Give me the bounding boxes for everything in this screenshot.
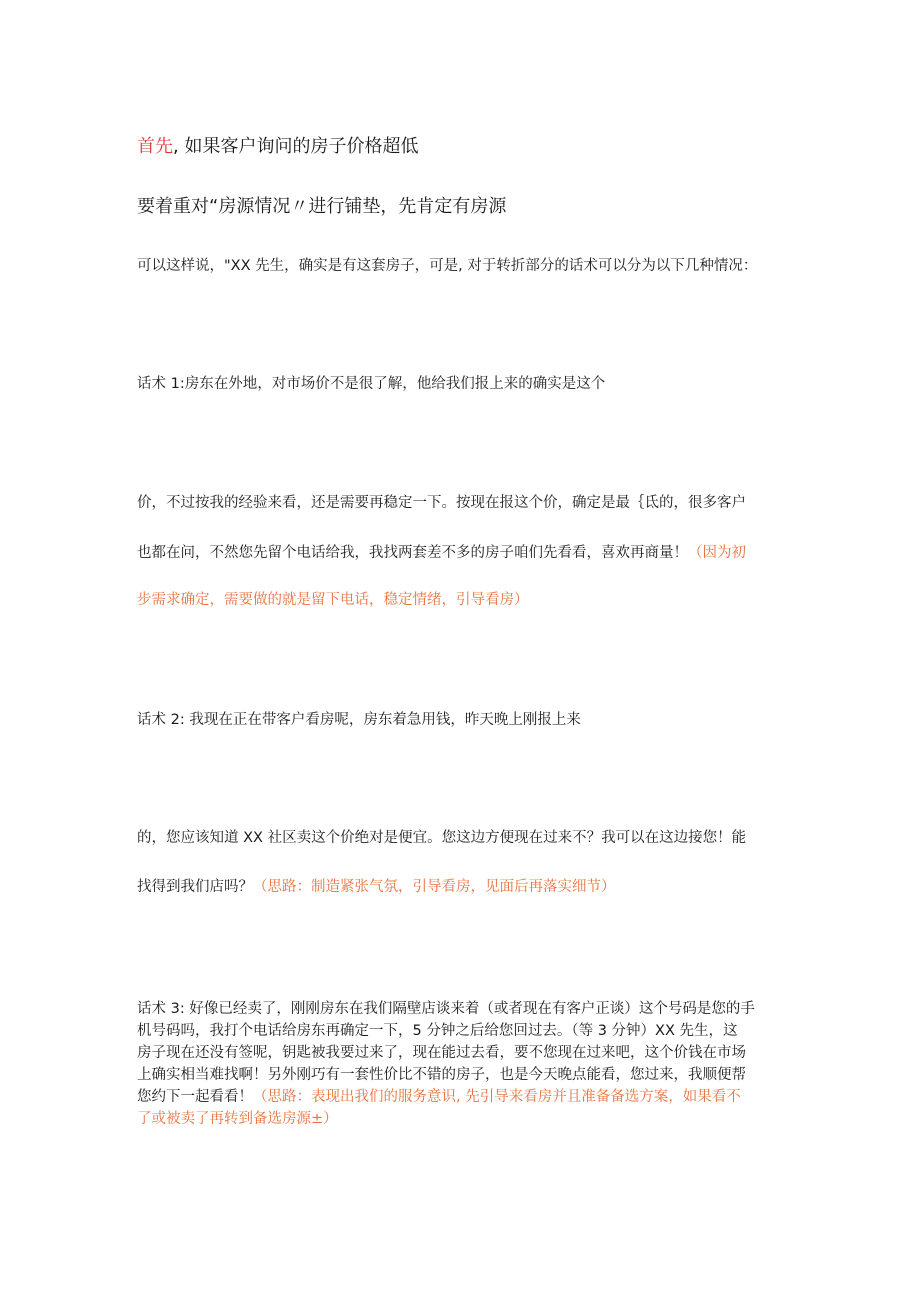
script-2-title: 话术 2: 我现在正在带客户看房呢，房东着急用钱，昨天晚上刚报上来 [137,712,581,728]
script-3-note-start: （思路：表现出我们的服务意识, 先引导来看房并且准备备选方案，如果看不 [253,1089,741,1105]
script-2-line-2-text: 找得到我们店吗？ [137,879,253,895]
heading-2: 要着重对“房源情况〃进行铺垫，先肯定有房源 [137,196,507,217]
script-2-line-1: 的，您应该知道 XX 社区卖这个价绝对是便宜。您这边方便现在过来不？我可以在这边接您！能 [137,830,747,846]
script-1-line-1: 价，不过按我的经验来看，还是需要再稳定一下。按现在报这个价，确定是最｛氐的，很多客户 [137,495,746,511]
script-3-line-1: 话术 3: 好像已经卖了，刚刚房东在我们隔壁店谈来着（或者现在有客户正谈）这个号码是您的手 [137,1001,755,1017]
heading-1-prefix: 首先 [137,136,173,157]
intro-text: 可以这样说，"XX 先生，确实是有这套房子，可是, 对于转折部分的话术可以分为以下几种情况： [137,258,758,274]
script-1-title: 话术 1:房东在外地，对市场价不是很了解，他给我们报上来的确实是这个 [137,376,606,392]
script-2-note: （思路：制造紧张气氛，引导看房，见面后再落实细节） [253,879,616,895]
script-3-line-2: 机号码吗，我打个电话给房东再确定一下，5 分钟之后给您回过去。（等 3 分钟）XX 先生，这 [137,1023,738,1039]
script-3-note-end: 了或被卖了再转到备选房源±） [137,1111,338,1127]
script-3-line-3: 房子现在还没有签呢，钥匙被我要过来了，现在能过去看，要不您现在过来吧，这个价钱在市场 [137,1045,746,1061]
script-1-note-start: （因为初 [688,545,746,561]
script-3-line-4: 上确实相当难找啊！另外刚巧有一套性价比不错的房子，也是今天晚点能看，您过来，我顺便帮 [137,1067,746,1083]
script-2-line-2 [137,875,616,896]
script-1-line-2 [137,541,746,562]
heading-1 [137,132,418,158]
script-3-block [137,998,787,1130]
script-3-line-5-text: 您约下一起看看！ [137,1089,253,1105]
script-1-note-end: 步需求确定，需要做的就是留下电话，稳定情绪，引导看房） [137,592,529,608]
script-3-line-5 [137,1086,787,1108]
heading-1-text: , 如果客户询问的房子价格超低 [173,136,419,157]
script-1-line-2-text: 也都在问，不然您先留个电话给我，我找两套差不多的房子咱们先看看，喜欢再商量！ [137,545,688,561]
